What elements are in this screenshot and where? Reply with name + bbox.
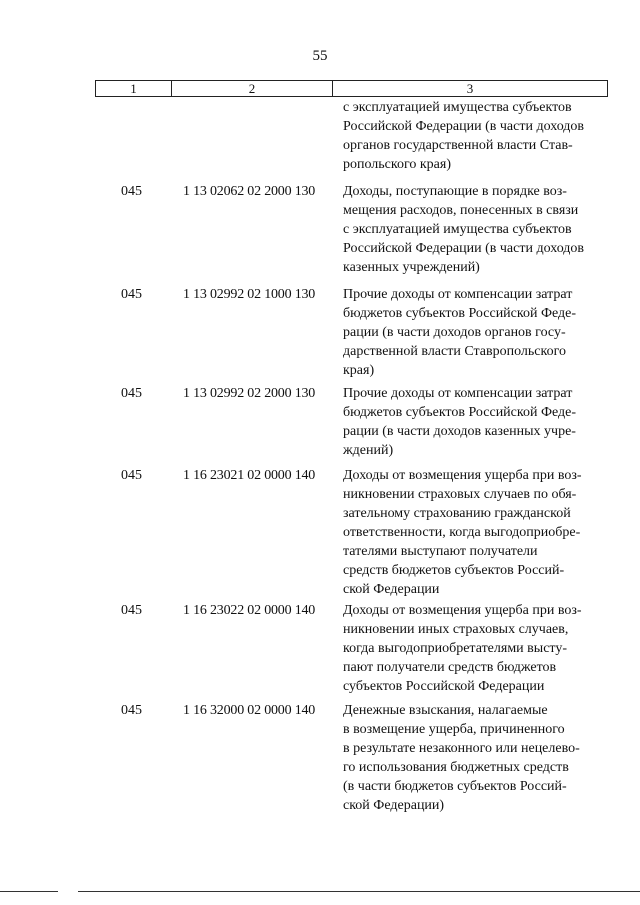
- budget-classification-code: 1 13 02992 02 2000 130: [183, 386, 316, 401]
- description-line: Доходы, поступающие в порядке воз-: [343, 184, 567, 199]
- footer-rule: [78, 891, 640, 892]
- description-line: края): [343, 363, 375, 378]
- description-line: Российской Федерации (в части доходов: [343, 119, 585, 134]
- description-line: мещения расходов, понесенных в связи: [343, 203, 579, 218]
- description-line: тателями выступают получатели: [343, 544, 538, 559]
- page-number: 55: [312, 48, 328, 64]
- description-line: никновении страховых случаев по обя-: [343, 487, 577, 502]
- header-col-3: 3: [466, 81, 474, 96]
- description-line: ждений): [343, 443, 394, 458]
- description-line: рации (в части доходов казенных учре-: [343, 424, 576, 439]
- description-line: ской Федерации): [343, 798, 445, 813]
- description-line: го использования бюджетных средств: [343, 760, 569, 775]
- income-description: [343, 384, 613, 460]
- description-line: субъектов Российской Федерации: [343, 679, 545, 694]
- admin-code: 045: [121, 184, 142, 199]
- budget-classification-code: 1 13 02992 02 1000 130: [183, 287, 316, 302]
- description-line: когда выгодоприобретателями высту-: [343, 641, 567, 656]
- admin-code: 045: [121, 703, 142, 718]
- admin-code: 045: [121, 603, 142, 618]
- budget-classification-code: 1 16 32000 02 0000 140: [183, 703, 316, 718]
- description-line: Российской Федерации (в части доходов: [343, 241, 585, 256]
- footer-rule: [0, 891, 58, 892]
- header-col-2: 2: [172, 81, 333, 96]
- description-line: Доходы от возмещения ущерба при воз-: [343, 603, 582, 618]
- income-description: [343, 285, 613, 380]
- budget-classification-code: 1 16 23022 02 0000 140: [183, 603, 316, 618]
- income-description: [343, 701, 613, 815]
- income-description: [343, 182, 613, 277]
- description-line: бюджетов субъектов Российской Феде-: [343, 306, 577, 321]
- budget-classification-code: 1 13 02062 02 2000 130: [183, 184, 316, 199]
- description-line: пают получатели средств бюджетов: [343, 660, 557, 675]
- description-line: с эксплуатацией имущества субъектов: [343, 222, 572, 237]
- description-line: бюджетов субъектов Российской Феде-: [343, 405, 577, 420]
- admin-code: 045: [121, 386, 142, 401]
- income-description: [343, 98, 613, 174]
- description-line: зательному страхованию гражданской: [343, 506, 571, 521]
- description-line: Денежные взыскания, налагаемые: [343, 703, 548, 718]
- description-line: рации (в части доходов органов госу-: [343, 325, 566, 340]
- description-line: казенных учреждений): [343, 260, 480, 275]
- description-line: (в части бюджетов субъектов Россий-: [343, 779, 567, 794]
- admin-code: 045: [121, 287, 142, 302]
- admin-code: 045: [121, 468, 142, 483]
- description-line: ской Федерации: [343, 582, 440, 597]
- table-header: [95, 80, 608, 97]
- description-line: Доходы от возмещения ущерба при воз-: [343, 468, 582, 483]
- description-line: средств бюджетов субъектов Россий-: [343, 563, 565, 578]
- income-description: [343, 601, 613, 696]
- description-line: Прочие доходы от компенсации затрат: [343, 386, 573, 401]
- description-line: в результате незаконного или нецелево-: [343, 741, 580, 756]
- description-line: органов государственной власти Став-: [343, 138, 573, 153]
- income-description: [343, 466, 613, 599]
- description-line: с эксплуатацией имущества субъектов: [343, 100, 572, 115]
- description-line: ропольского края): [343, 157, 451, 172]
- description-line: дарственной власти Ставропольского: [343, 344, 566, 359]
- budget-classification-code: 1 16 23021 02 0000 140: [183, 468, 316, 483]
- header-col-1: 1: [96, 81, 172, 96]
- description-line: Прочие доходы от компенсации затрат: [343, 287, 573, 302]
- description-line: в возмещение ущерба, причиненного: [343, 722, 565, 737]
- description-line: ответственности, когда выгодоприобре-: [343, 525, 581, 540]
- description-line: никновении иных страховых случаев,: [343, 622, 569, 637]
